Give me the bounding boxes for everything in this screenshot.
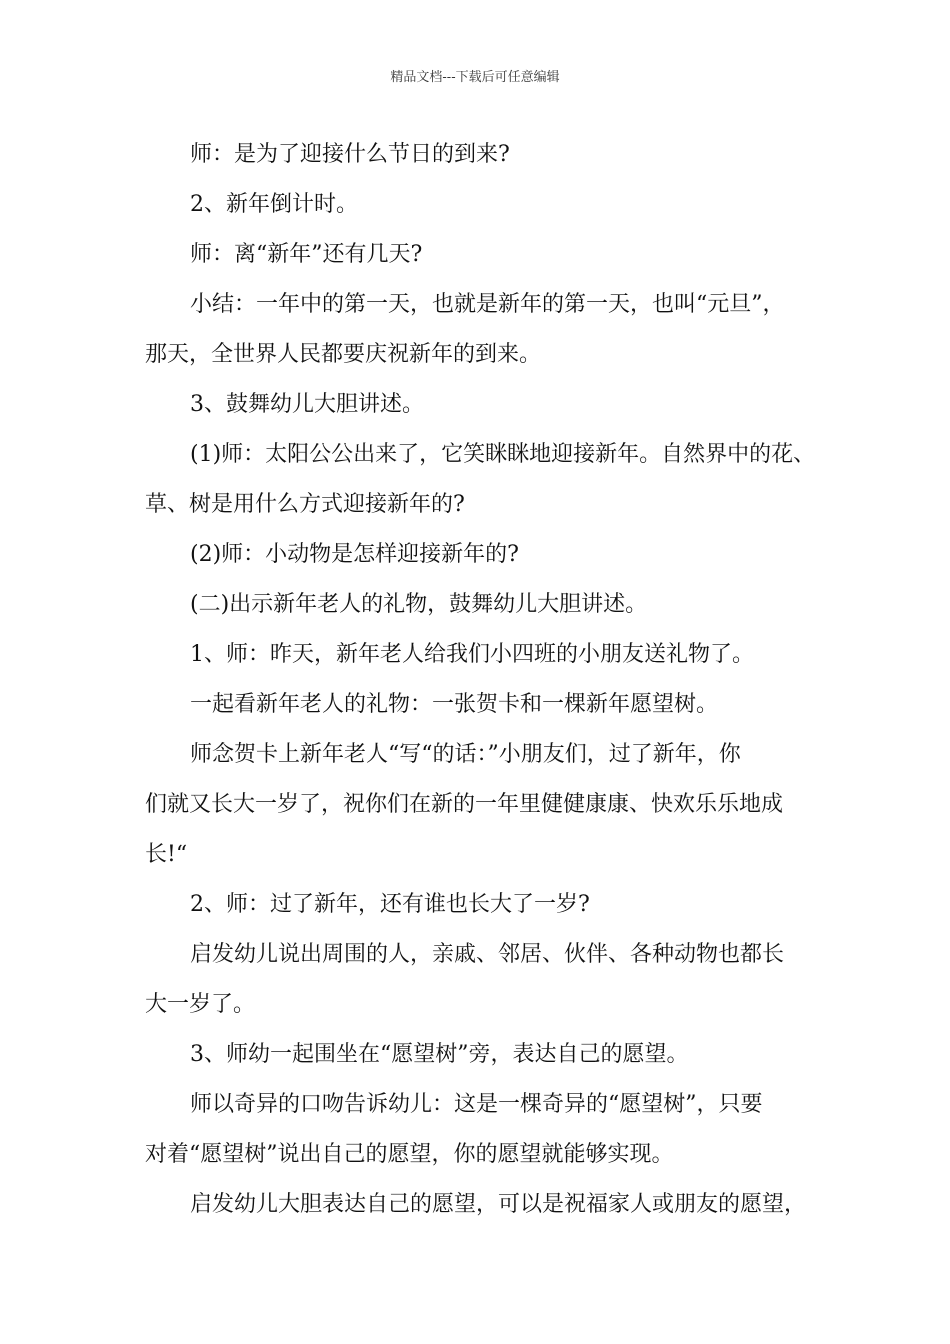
text-line: 小结：一年中的第一天，也就是新年的第一天，也叫“元旦”， — [190, 292, 785, 317]
text-line: 启发幼儿说出周围的人，亲戚、邻居、伙伴、各种动物也都长 — [190, 942, 785, 967]
text-line: 师：离“新年”还有几天? — [190, 242, 423, 267]
document-body — [145, 130, 830, 1230]
text-line: 大一岁了。 — [145, 992, 256, 1017]
text-line: 3、师幼一起围坐在“愿望树”旁，表达自己的愿望。 — [190, 1042, 689, 1067]
text-line: (二)出示新年老人的礼物，鼓舞幼儿大胆讲述。 — [190, 592, 648, 617]
text-line: 3、鼓舞幼儿大胆讲述。 — [190, 392, 424, 417]
text-line: 师以奇异的口吻告诉幼儿：这是一棵奇异的“愿望树”，只要 — [190, 1092, 763, 1117]
page-header: 精品文档---下载后可任意编辑 — [390, 70, 560, 85]
text-line: 草、树是用什么方式迎接新年的? — [145, 492, 465, 517]
text-line: 启发幼儿大胆表达自己的愿望，可以是祝福家人或朋友的愿望， — [190, 1192, 807, 1217]
text-line: 长!“ — [145, 842, 188, 867]
text-line: 1、师：昨天，新年老人给我们小四班的小朋友送礼物了。 — [190, 642, 754, 667]
text-line: (1)师：太阳公公出来了，它笑眯眯地迎接新年。自然界中的花、 — [190, 442, 816, 467]
text-line: 2、新年倒计时。 — [190, 192, 358, 217]
text-line: (2)师：小动物是怎样迎接新年的? — [190, 542, 519, 567]
text-line: 师：是为了迎接什么节日的到来? — [190, 142, 510, 167]
text-line: 们就又长大一岁了，祝你们在新的一年里健健康康、快欢乐乐地成 — [145, 792, 784, 817]
text-line: 对着“愿望树”说出自己的愿望，你的愿望就能够实现。 — [145, 1142, 674, 1167]
text-line: 2、师：过了新年，还有谁也长大了一岁? — [190, 892, 590, 917]
text-line: 师念贺卡上新年老人“写“的话：”小朋友们，过了新年，你 — [190, 742, 741, 767]
text-line: 一起看新年老人的礼物：一张贺卡和一棵新年愿望树。 — [190, 692, 719, 717]
text-line: 那天，全世界人民都要庆祝新年的到来。 — [145, 342, 542, 367]
